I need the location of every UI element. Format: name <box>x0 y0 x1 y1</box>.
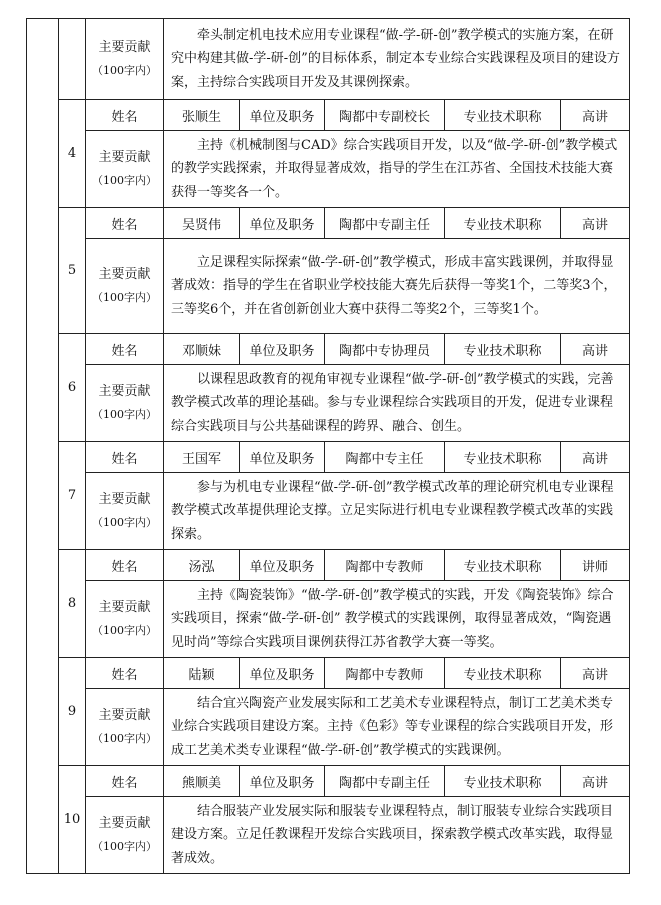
name-label: 姓名 <box>86 766 164 797</box>
member-number: 4 <box>59 100 86 208</box>
title-label: 专业技术职称 <box>445 658 561 689</box>
member-table-body <box>27 19 630 874</box>
contribution-row <box>27 581 630 658</box>
contribution-label <box>86 239 164 334</box>
contribution-label <box>86 19 164 100</box>
contribution-row <box>27 131 630 208</box>
member-info-row <box>27 442 630 473</box>
name-label: 姓名 <box>86 334 164 365</box>
contribution-label-text: 主要贡献 <box>98 600 151 616</box>
member-unit: 陶都中专教师 <box>325 658 445 689</box>
member-number: 6 <box>59 334 86 442</box>
contribution-label <box>86 365 164 442</box>
member-rank: 高讲 <box>561 100 630 131</box>
contribution-limit: （100字内） <box>92 63 157 77</box>
member-rank: 高讲 <box>561 766 630 797</box>
title-label: 专业技术职称 <box>445 334 561 365</box>
member-name: 汤泓 <box>164 550 240 581</box>
member-unit: 陶都中专副主任 <box>325 208 445 239</box>
contribution-label-text: 主要贡献 <box>98 708 151 724</box>
contribution-label-text: 主要贡献 <box>98 40 151 56</box>
member-info-row <box>27 658 630 689</box>
position-label: 单位及职务 <box>240 766 325 797</box>
member-name: 陆颖 <box>164 658 240 689</box>
member-number: 10 <box>59 766 86 874</box>
member-name: 王国军 <box>164 442 240 473</box>
member-number <box>59 19 86 100</box>
member-unit: 陶都中专副校长 <box>325 100 445 131</box>
contribution-limit: （100字内） <box>92 623 157 637</box>
title-label: 专业技术职称 <box>445 550 561 581</box>
contribution-label <box>86 131 164 208</box>
position-label: 单位及职务 <box>240 442 325 473</box>
contribution-limit: （100字内） <box>92 290 157 304</box>
position-label: 单位及职务 <box>240 550 325 581</box>
name-label: 姓名 <box>86 100 164 131</box>
contribution-label-text: 主要贡献 <box>98 492 151 508</box>
contribution-row <box>27 473 630 550</box>
contribution-label <box>86 689 164 766</box>
member-name: 张顺生 <box>164 100 240 131</box>
member-name: 邓顺妹 <box>164 334 240 365</box>
name-label: 姓名 <box>86 442 164 473</box>
position-label: 单位及职务 <box>240 100 325 131</box>
contribution-limit: （100字内） <box>92 173 157 187</box>
contribution-label-text: 主要贡献 <box>98 816 151 832</box>
member-number: 7 <box>59 442 86 550</box>
name-label: 姓名 <box>86 208 164 239</box>
contribution-text: 主持《机械制图与CAD》综合实践项目开发，以及“做-学-研-创”教学模式的教学实践探索，并取得显著成效，指导的学生在江苏省、全国技术技能大赛获得一等奖各一个。 <box>164 131 630 208</box>
member-info-row <box>27 208 630 239</box>
title-label: 专业技术职称 <box>445 766 561 797</box>
contribution-limit: （100字内） <box>92 731 157 745</box>
member-name: 熊顺美 <box>164 766 240 797</box>
member-name: 吴贤伟 <box>164 208 240 239</box>
contribution-text: 立足课程实际探索“做-学-研-创”教学模式，形成丰富实践课例，并取得显著成效：指导的学生在省职业学校技能大赛先后获得一等奖1个，二等奖3个，三等奖6个，并在省创新创业大赛中获得二等奖2个，三等奖1个。 <box>164 239 630 334</box>
contribution-row <box>27 365 630 442</box>
contribution-text: 结合宜兴陶瓷产业发展实际和工艺美术专业课程特点，制订工艺美术类专业综合实践项目建设方案。主持《色彩》等专业课程的综合实践项目开发，形成工艺美术类专业课程“做-学-研-创”教学模式的实践课例。 <box>164 689 630 766</box>
contribution-row <box>27 239 630 334</box>
name-label: 姓名 <box>86 658 164 689</box>
contribution-label <box>86 473 164 550</box>
name-label: 姓名 <box>86 550 164 581</box>
member-rank: 高讲 <box>561 334 630 365</box>
contribution-text: 牵头制定机电技术应用专业课程“做-学-研-创”教学模式的实施方案，在研究中构建其做-学-研-创”的目标体系，制定本专业综合实践课程及项目的建设方案，主持综合实践项目开发及其课例探索。 <box>164 19 630 100</box>
contribution-label <box>86 797 164 874</box>
position-label: 单位及职务 <box>240 658 325 689</box>
member-rank: 高讲 <box>561 442 630 473</box>
outer-blank-cell <box>27 19 59 874</box>
member-rank: 高讲 <box>561 658 630 689</box>
position-label: 单位及职务 <box>240 334 325 365</box>
member-info-row <box>27 550 630 581</box>
member-unit: 陶都中专主任 <box>325 442 445 473</box>
member-info-row <box>27 766 630 797</box>
member-info-row <box>27 334 630 365</box>
member-rank: 高讲 <box>561 208 630 239</box>
title-label: 专业技术职称 <box>445 100 561 131</box>
contribution-row <box>27 19 630 100</box>
member-number: 5 <box>59 208 86 334</box>
contribution-text: 结合服装产业发展实际和服装专业课程特点，制订服装专业综合实践项目建设方案。立足任教课程开发综合实践项目，探索教学模式改革实践，取得显著成效。 <box>164 797 630 874</box>
contribution-row <box>27 689 630 766</box>
contribution-limit: （100字内） <box>92 839 157 853</box>
member-unit: 陶都中专副主任 <box>325 766 445 797</box>
position-label: 单位及职务 <box>240 208 325 239</box>
contribution-text: 参与为机电专业课程“做-学-研-创”教学模式改革的理论研究机电专业课程教学模式改革提供理论支撑。立足实际进行机电专业课程教学模式改革的实践探索。 <box>164 473 630 550</box>
contribution-text: 以课程思政教育的视角审视专业课程“做-学-研-创”教学模式的实践，完善教学模式改革的理论基础。参与专业课程综合实践项目的开发，促进专业课程综合实践项目与公共基础课程的跨界、融合、创生。 <box>164 365 630 442</box>
contribution-label-text: 主要贡献 <box>98 267 151 283</box>
contribution-limit: （100字内） <box>92 407 157 421</box>
member-rank: 讲师 <box>561 550 630 581</box>
member-number: 8 <box>59 550 86 658</box>
member-table <box>26 18 630 874</box>
member-unit: 陶都中专教师 <box>325 550 445 581</box>
member-info-row <box>27 100 630 131</box>
contribution-label <box>86 581 164 658</box>
contribution-limit: （100字内） <box>92 515 157 529</box>
contribution-label-text: 主要贡献 <box>98 384 151 400</box>
member-unit: 陶都中专协理员 <box>325 334 445 365</box>
contribution-text: 主持《陶瓷装饰》“做-学-研-创”教学模式的实践，开发《陶瓷装饰》综合实践项目，探索“做-学-研-创” 教学模式的实践课例，取得显著成效，“陶瓷遇见时尚”等综合实践项目课例获得江苏省教学大赛一等奖。 <box>164 581 630 658</box>
member-number: 9 <box>59 658 86 766</box>
contribution-label-text: 主要贡献 <box>98 150 151 166</box>
title-label: 专业技术职称 <box>445 208 561 239</box>
contribution-row <box>27 797 630 874</box>
title-label: 专业技术职称 <box>445 442 561 473</box>
